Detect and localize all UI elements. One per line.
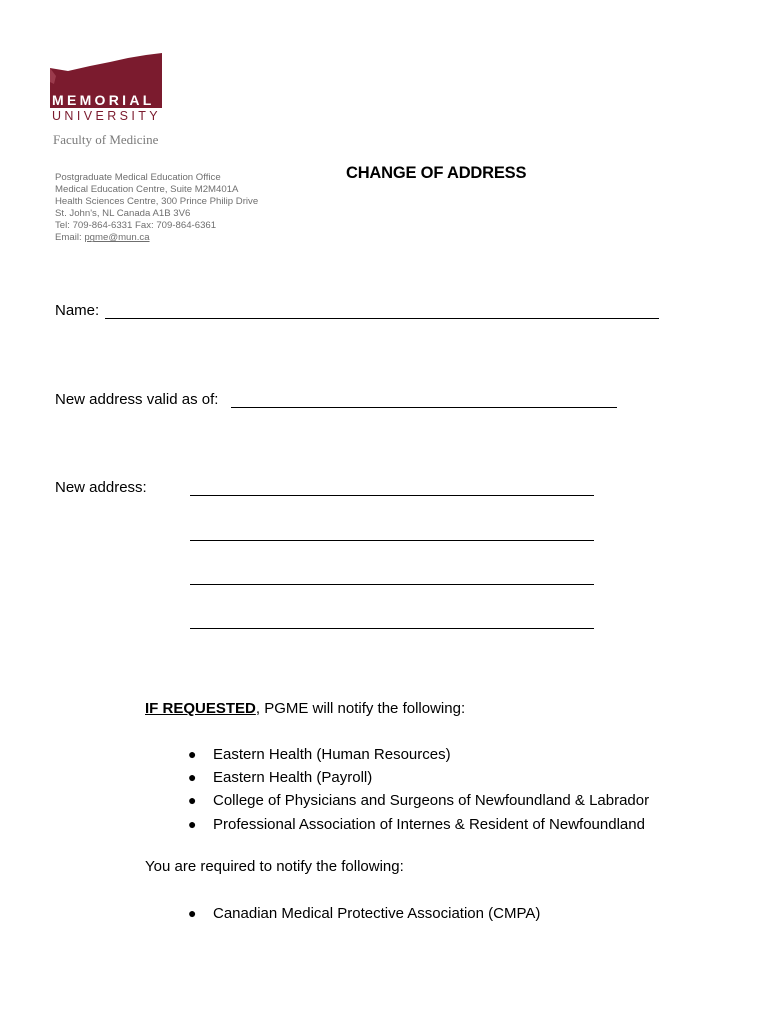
address-line-3[interactable] [190, 584, 594, 585]
bullet-icon: ● [188, 746, 197, 762]
new-address-label: New address: [55, 479, 147, 496]
office-city: St. John's, NL Canada A1B 3V6 [55, 208, 191, 220]
email-link[interactable]: pgme@mun.ca [84, 232, 150, 244]
pgme-notify-heading-rest: , PGME will notify the following: [255, 700, 466, 717]
office-suite: Medical Education Centre, Suite M2M401A [55, 184, 239, 196]
name-label: Name: [55, 302, 100, 319]
valid-date-field-line[interactable] [231, 407, 617, 408]
email-label: Email: [55, 232, 85, 244]
list-item: ● Eastern Health (Payroll) [188, 766, 649, 789]
address-line-2[interactable] [190, 540, 594, 541]
valid-date-label: New address valid as of: [55, 391, 219, 408]
bullet-icon: ● [188, 905, 197, 921]
bullet-icon: ● [188, 792, 197, 809]
faculty-name: Faculty of Medicine [53, 132, 159, 147]
bullet-icon: ● [188, 815, 197, 832]
office-phone-fax: Tel: 709-864-6331 Fax: 709-864-6361 [55, 220, 217, 232]
logo-name-line2: UNIVERSITY [52, 109, 162, 123]
pgme-notify-heading [145, 700, 465, 717]
bullet-icon: ● [188, 769, 197, 786]
address-line-1[interactable] [190, 495, 594, 496]
logo-name-line1: MEMORIAL [52, 92, 155, 108]
office-email-line [55, 232, 258, 244]
list-item: ● Professional Association of Internes & Resident of Newfoundland [188, 813, 649, 836]
office-name: Postgraduate Medical Education Office [55, 172, 221, 183]
office-street: Health Sciences Centre, 300 Prince Philip Drive [55, 196, 259, 208]
if-requested-emphasis: IF REQUESTED [145, 700, 256, 717]
name-field-line[interactable] [105, 318, 659, 319]
address-line-4[interactable] [190, 628, 594, 629]
list-item: ● Eastern Health (Human Resources) [188, 743, 649, 766]
page-title: CHANGE OF ADDRESS [346, 164, 527, 182]
office-address-block [55, 172, 258, 245]
list-item: ● Canadian Medical Protective Association (CMPA) [188, 902, 540, 925]
memorial-university-logo [48, 52, 188, 147]
self-notify-list [188, 902, 540, 925]
pgme-notify-list [188, 743, 649, 836]
self-notify-heading: You are required to notify the following: [145, 858, 404, 875]
list-item: ● College of Physicians and Surgeons of Newfoundland & Labrador [188, 789, 649, 812]
